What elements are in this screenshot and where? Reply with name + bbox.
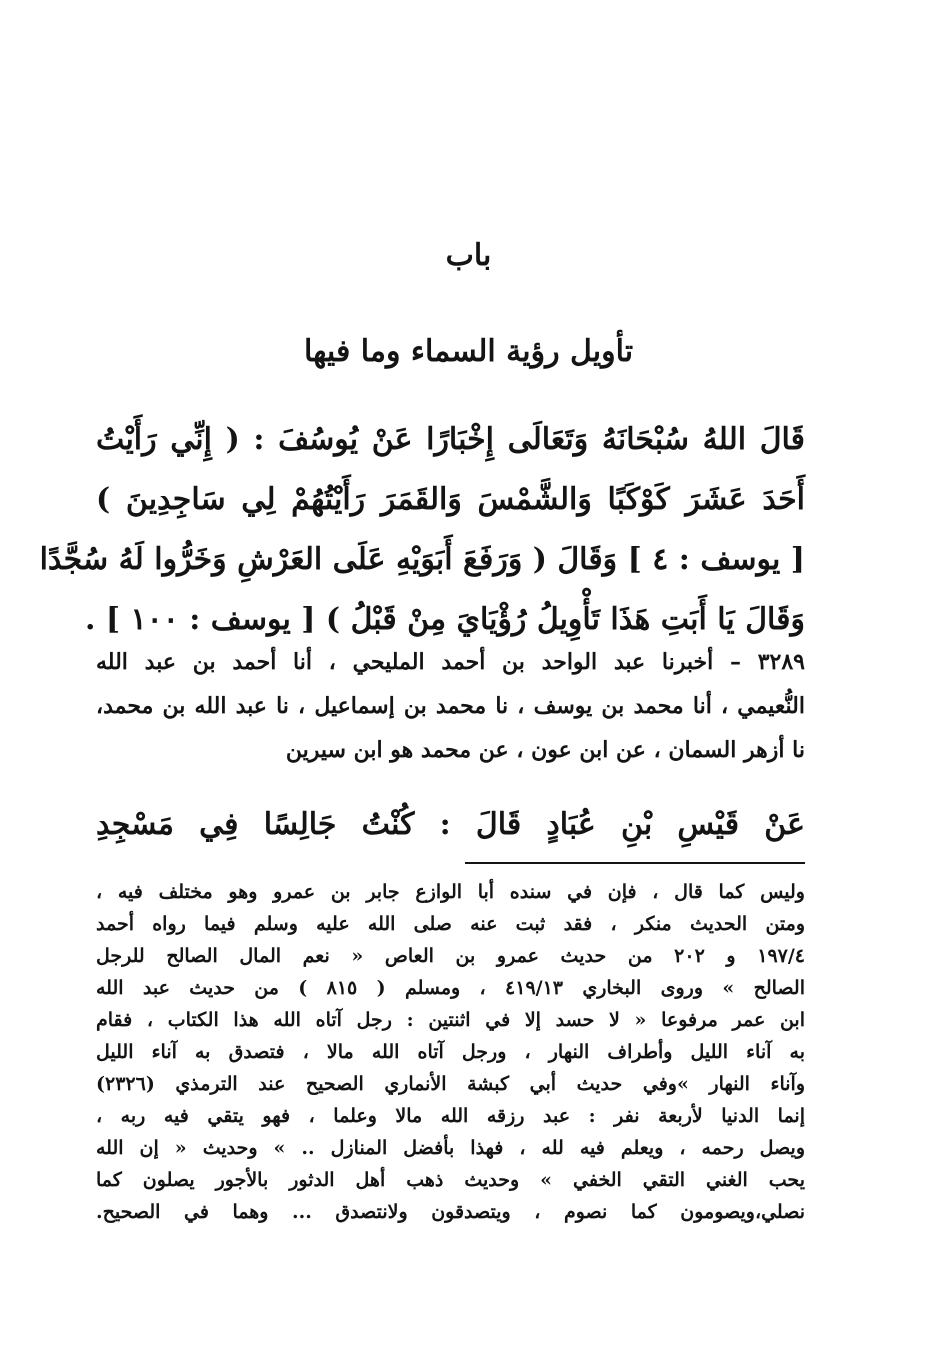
- quran-line: أَحَدَ عَشَرَ كَوْكَبًا وَالشَّمْسَ وَالقَمَرَ رَأَيْتُهُمْ لِي سَاجِدِينَ ): [96, 482, 805, 517]
- footnote-line: ١٩٧/٤ و ٢٠٢ من حديث عمرو بن العاص « نعم المال الصالح للرجل: [96, 945, 806, 967]
- footnote-line: ومتن الحديث منكر ، فقد ثبت عنه صلى الله عليه وسلم فيما رواه أحمد: [96, 913, 805, 935]
- hadith-matn-line: عَنْ قَيْسِ بْنِ عُبَادٍ قَالَ : كُنْتُ جَالِسًا فِي مَسْجِدِ: [96, 807, 805, 842]
- footnote-line: وآناء النهار »وفي حديث أبي كبشة الأنماري الصحيح عند الترمذي (٢٣٢٦): [96, 1073, 805, 1095]
- footnotes: [96, 876, 805, 1228]
- quran-line: وَقَالَ يَا أَبَتِ هَذَا تَأْوِيلُ رُؤْيَايَ مِنْ قَبْلُ ) [ يوسف : ١٠٠ ] .: [84, 602, 805, 637]
- footnote-line: الصالح » وروى البخاري ٤١٩/١٣ ، ومسلم ( ٨١٥ ) من حديث عبد الله: [96, 977, 805, 999]
- footnote-line: ابن عمر مرفوعا « لا حسد إلا في اثنتين : رجل آتاه الله هذا الكتاب ، فقام: [96, 1009, 805, 1031]
- quran-line: [ يوسف : ٤ ] وَقَالَ ( وَرَفَعَ أَبَوَيْهِ عَلَى العَرْشِ وَخَرُّوا لَهُ سُجَّدًا: [39, 542, 805, 577]
- footnote-line: وليس كما قال ، فإن في سنده أبا الوازع جابر بن عمرو وهو مختلف فيه ،: [96, 881, 805, 903]
- footnote-line: به آناء الليل وأطراف النهار ، ورجل آتاه الله مالا ، فتصدق به آناء الليل: [96, 1041, 805, 1063]
- isnad-line: النُّعيمي ، أنا محمد بن يوسف ، نا محمد بن إسماعيل ، نا عبد الله بن محمد،: [96, 693, 805, 719]
- footnote-line: ويصل رحمه ، ويعلم فيه لله ، فهذا بأفضل المنازل .. » وحديث « إن الله: [96, 1137, 805, 1159]
- footnote-line: نصلي،ويصومون كما نصوم ، ويتصدقون ولانتصدق ... وهما في الصحيح.: [96, 1201, 805, 1223]
- quran-verses: [39, 410, 805, 650]
- footnote-line: يحب الغني التقي الخفي » وحديث ذهب أهل الدثور بالأجور يصلون كما: [96, 1169, 805, 1191]
- chapter-heading: باب: [445, 238, 492, 273]
- footnote-divider: [465, 862, 805, 864]
- footnote-line: إنما الدنيا لأربعة نفر : عبد رزقه الله مالا وعلما ، فهو يتقي فيه ربه ،: [96, 1105, 805, 1127]
- isnad-line: نا أزهر السمان ، عن ابن عون ، عن محمد هو ابن سيرين: [285, 737, 805, 763]
- isnad-line: ٣٢٨٩ – أخبرنا عبد الواحد بن أحمد المليحي ، أنا أحمد بن عبد الله: [96, 649, 805, 675]
- quran-line: قَالَ اللهُ سُبْحَانَهُ وَتَعَالَى إِخْبَارًا عَنْ يُوسُفَ : ( إِنِّي رَأَيْتُ: [96, 422, 805, 457]
- chapter-title: تأويل رؤية السماء وما فيها: [303, 334, 634, 369]
- hadith-isnad: [96, 640, 805, 772]
